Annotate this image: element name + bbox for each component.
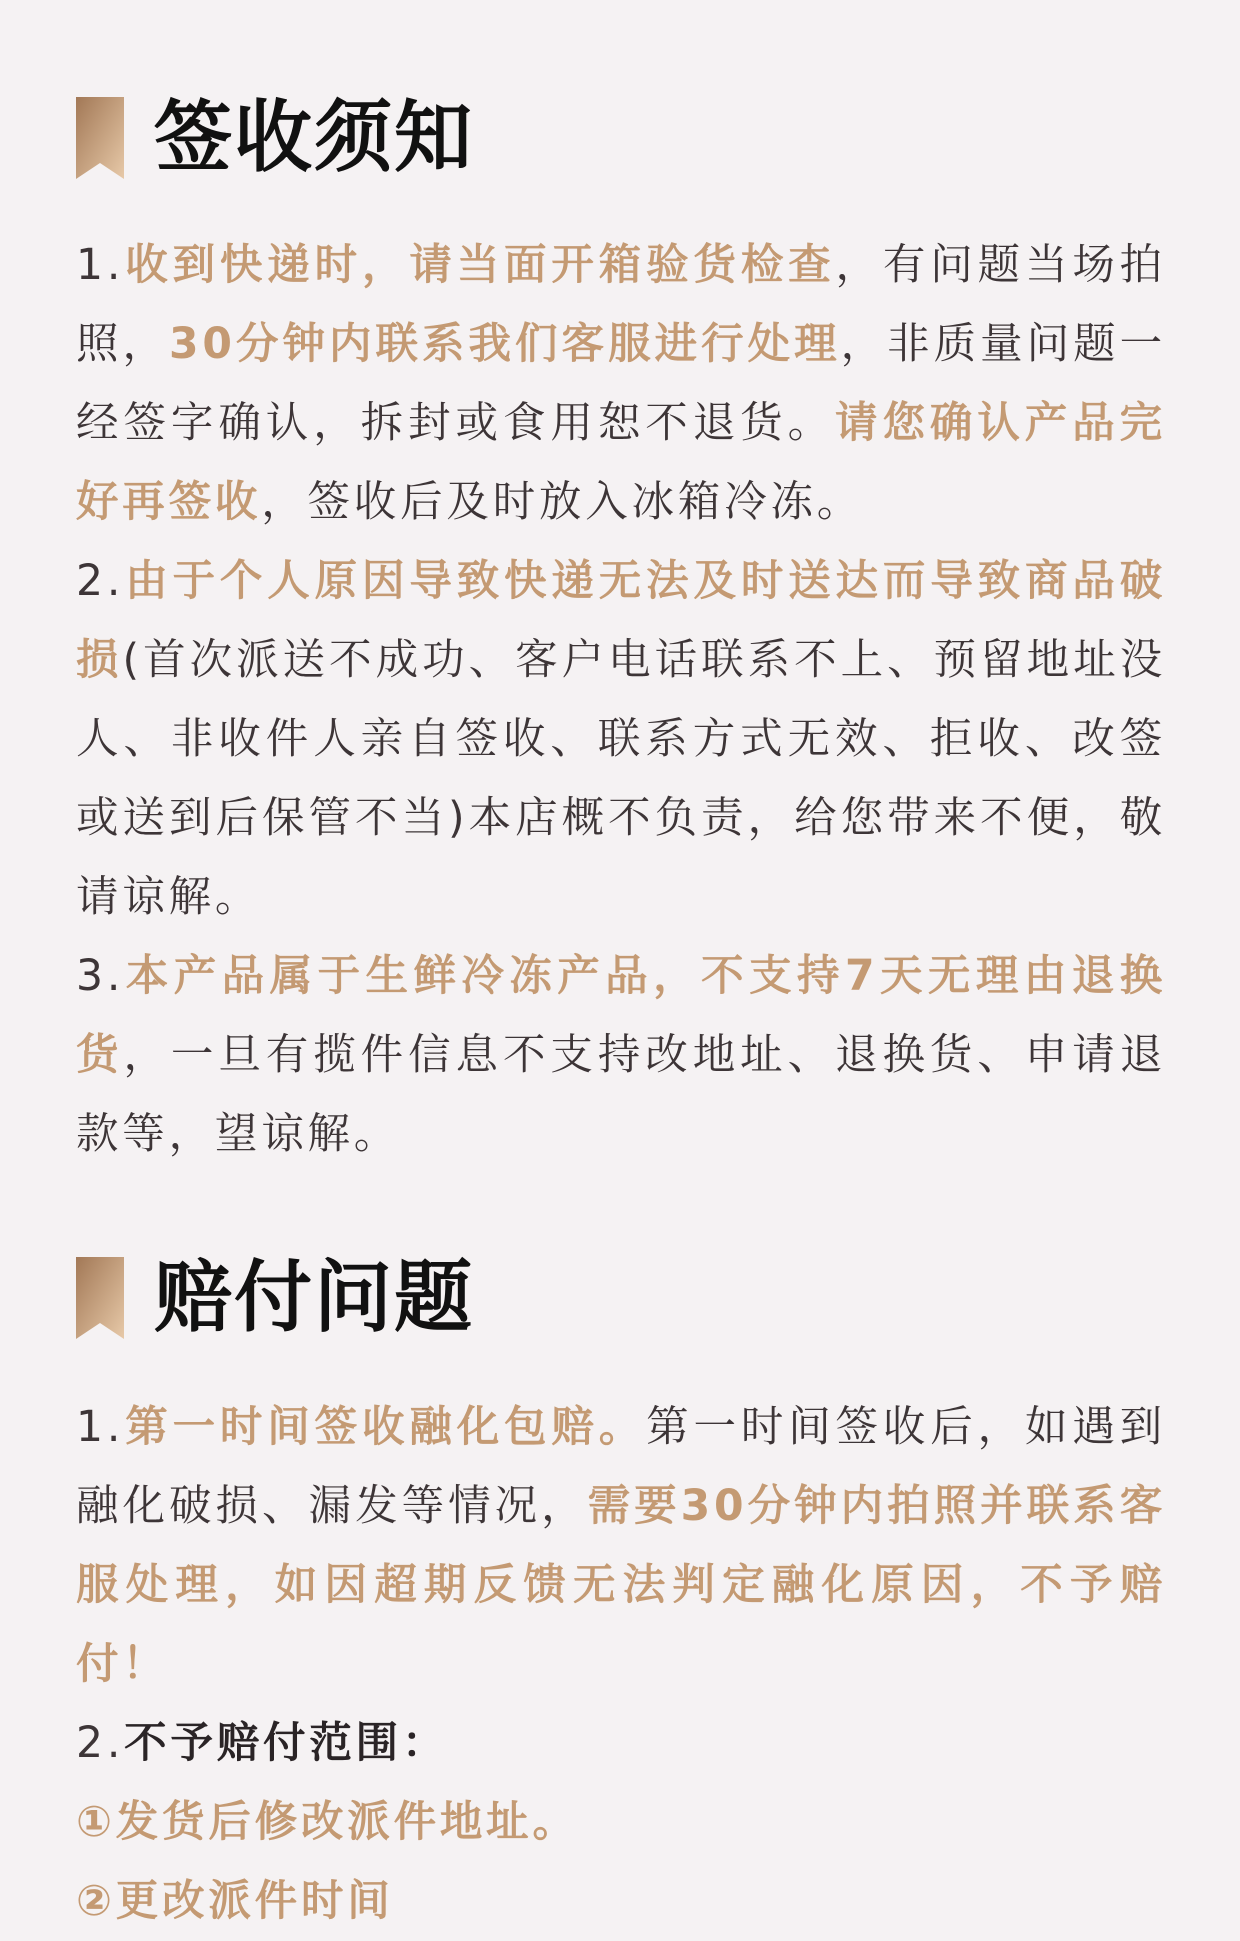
highlight-text: 30分钟内联系我们客服进行处理 bbox=[169, 320, 841, 369]
paragraph bbox=[76, 1388, 1166, 1704]
highlight-text: 不予赔付范围： bbox=[124, 1719, 449, 1768]
highlight-text: 本产品属于生鲜冷冻产品，不支持7天无理由退换货 bbox=[76, 952, 1166, 1080]
bookmark-icon bbox=[76, 1257, 124, 1339]
paragraph bbox=[76, 1704, 1166, 1783]
section-body-signing bbox=[76, 226, 1166, 1174]
body-text: 1. bbox=[76, 1403, 125, 1452]
body-text: 1. bbox=[76, 241, 125, 290]
paragraph bbox=[76, 542, 1166, 937]
section-body-compensation bbox=[76, 1388, 1166, 1941]
paragraph bbox=[76, 1862, 1166, 1941]
highlight-text: ①发货后修改派件地址。 bbox=[76, 1798, 579, 1847]
highlight-text: 第一时间签收融化包赔。 bbox=[124, 1403, 647, 1452]
body-text: ，非质量问题一经签字确认，拆封或食用恕不退货。 bbox=[76, 320, 1166, 448]
highlight-text: 需要30分钟内拍照并联系客服处理，如因超期反馈无法判定融化原因，不予赔付！ bbox=[76, 1482, 1166, 1689]
body-text: 2. bbox=[76, 1719, 125, 1768]
paragraph bbox=[76, 937, 1166, 1174]
body-text: (首次派送不成功、客户电话联系不上、预留地址没人、非收件人亲自签收、联系方式无效、拒收、改签或送到后保管不当)本店概不负责，给您带来不便，敬请谅解。 bbox=[76, 636, 1166, 922]
section-title: 赔付问题 bbox=[154, 1253, 475, 1343]
body-text: ，一旦有揽件信息不支持改地址、退换货、申请退款等，望谅解。 bbox=[76, 1031, 1166, 1159]
body-text: 3. bbox=[76, 952, 125, 1001]
highlight-text: ②更改派件时间 bbox=[76, 1877, 394, 1926]
highlight-text: 收到快递时，请当面开箱验货检查 bbox=[124, 241, 836, 290]
section-header-compensation bbox=[76, 1248, 474, 1348]
body-text: 2. bbox=[76, 557, 125, 606]
body-text: ，签收后及时放入冰箱冷冻。 bbox=[261, 478, 864, 527]
paragraph bbox=[76, 226, 1166, 542]
highlight-text: 由于个人原因导致快递无法及时送达而导致商品破损 bbox=[76, 557, 1166, 685]
bookmark-icon bbox=[76, 97, 124, 179]
section-title: 签收须知 bbox=[154, 93, 475, 183]
body-text: ，有问题当场拍照， bbox=[76, 241, 1166, 369]
section-header-signing bbox=[76, 88, 474, 188]
highlight-text: 请您确认产品完好再签收 bbox=[76, 399, 1166, 527]
paragraph bbox=[76, 1783, 1166, 1862]
body-text: 第一时间签收后，如遇到融化破损、漏发等情况， bbox=[76, 1403, 1166, 1531]
